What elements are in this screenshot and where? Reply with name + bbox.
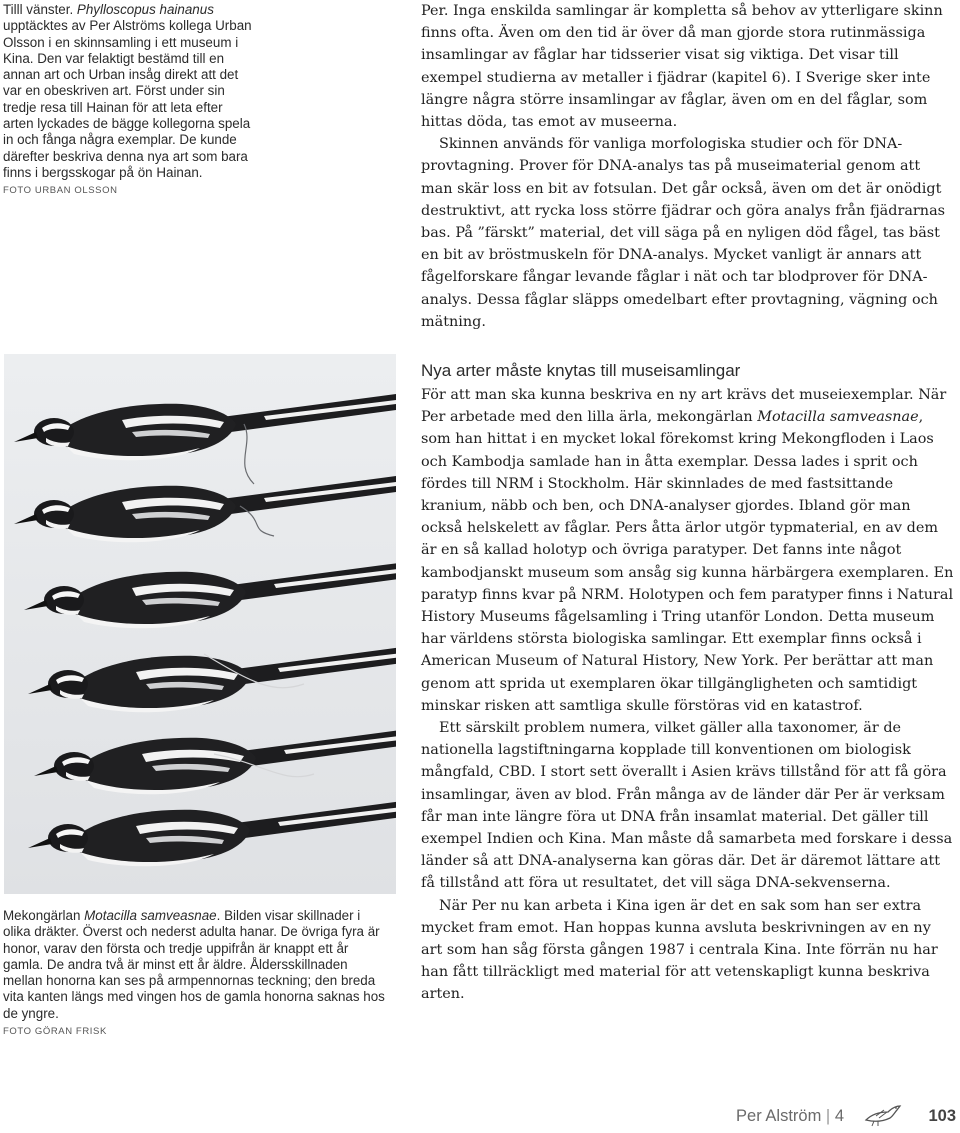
caption-species: Motacilla samveasnae <box>84 908 217 923</box>
page-footer <box>560 1100 960 1130</box>
section-heading: Nya arter måste knytas till museisamlingar <box>421 361 741 380</box>
photo-caption-bottom <box>3 908 385 1040</box>
paragraph: Skinnen används för vanliga morfologiska studier och för DNA-provtagning. Prover för DNA-analys tas på museimaterial genom att man skär loss en bit av fotsulan. Det går också, även om det är onödigt destruktivt, att rycka loss större fjädrar och göra analys från fjädrarnas bas. På ”färskt” material, det vill säga på en nyligen död fågel, tas bäst en bit av bröstmuskeln för DNA-analys. Mycket vanligt är annars att fågelforskare fångar levande fåglar i nät och tar blodprover för DNA-analys. Dessa fåglar släpps omedelbart efter provtagning, vägning och mätning. <box>421 136 946 330</box>
paragraph: Per. Inga enskilda samlingar är kompletta så behov av ytterligare skinn finns ofta. Även om den tid är över då man gjorde stora rutinmässiga insamlingar av fåglar har tidsserier visat sig viktiga. Det visar till exempel studierna av metaller i fjädrar (kapitel 6). I Sverige sker inte längre några större insamlingar av fåglar, även om en del fåglar, som hittas döda, tas emot av museerna. <box>421 3 943 131</box>
paragraph-text: , som han hittat i en mycket lokal förekomst kring Mekongfloden i Laos och Kambodja samlade han in åtta exemplar. Dessa lades i sprit och fördes till NRM i Stockholm. Här skinnlades de med fastsittande kranium, näbb och ben, och DNA-analyser gjordes. Ibland gör man också helskelett av fåglar. Pers åtta ärlor utgör typmaterial, en av dem är en så kallad holotyp och övriga paratyper. Det fanns inte något kambodjanskt museum som ansåg sig kunna härbärgera exemplaren. En paratyp finns kvar på NRM. Holotypen och fem paratyper finns i Natural History Museums fågelsamling i Tring utanför London. Detta museum har världens största biologiska samlingar. Ett exemplar finns också i American Museum of Natural History, New York. Per berättar att man genom att sprida ut exemplaren ökar tillgängligheten och samtidigt minskar risken att samtliga skulle förstöras vid en katastrof. <box>421 409 954 714</box>
body-text-section <box>421 360 956 1006</box>
caption-text: upptäcktes av Per Alströms kollega Urban Olsson i en skinnsamling i ett museum i Kina. Den var felaktigt bestämd till en annan art och Urban insåg direkt att det var en obeskriven art. Först under sin tredje resa till Hainan för att leta efter arten lyckades de bägge kollegorna spela in och fånga några exemplar. De kunde därefter beskriva denna nya art som bara finns i bergsskogar på ön Hainan. <box>3 18 252 180</box>
running-footer <box>736 1107 844 1126</box>
page-number: 103 <box>928 1107 956 1125</box>
caption-species: Phylloscopus hainanus <box>76 2 214 17</box>
paragraph-text: För att man ska kunna beskriva en ny art krävs det museiexemplar. När Per arbetade med den lilla ärla, mekongärlan <box>421 387 947 426</box>
wagtail-specimens-image <box>4 354 396 894</box>
paragraph <box>421 384 956 717</box>
species-name: Motacilla samveasnae <box>757 409 919 426</box>
photo-caption-top <box>3 2 255 200</box>
paragraph: När Per nu kan arbeta i Kina igen är det en sak som han ser extra mycket fram emot. Han hoppas kunna avsluta beskrivningen av en ny art som han såg första gången 1987 i centrala Kina. Inte förrän nu har han fått tillräckligt med material för att vetenskapligt kunna beskriva arten. <box>421 897 938 1003</box>
caption-lead: Mekongärlan <box>3 908 85 923</box>
bird-icon <box>862 1100 902 1133</box>
photo-credit: FOTO URBAN OLSSON <box>3 185 118 197</box>
chapter-number: 4 <box>834 1107 844 1125</box>
photo-credit: FOTO GÖRAN FRISK <box>3 1026 107 1038</box>
paragraph: Ett särskilt problem numera, vilket gäller alla taxonomer, är de nationella lagstiftningarna kopplade till konventionen om biologisk mångfald, CBD. I stort sett överallt i Asien krävs tillstånd för att få göra insamlingar, även av blod. Från många av de länder där Per är verksam får man inte längre föra ut DNA från insamlat material. Det gäller till exempel Indien och Kina. Man måste då samarbeta med forskare i dessa länder så att DNA-analyserna kan göras där. Det är däremot lättare att få tillstånd att föra ut resultatet, det vill säga DNA-sekvenserna. <box>421 720 953 892</box>
caption-lead: Tilll vänster. <box>3 2 77 17</box>
author-name: Per Alström <box>736 1107 822 1125</box>
footer-separator: | <box>825 1107 831 1125</box>
caption-text: . Bilden visar skillnader i olika dräkter. Överst och nederst adulta hanar. De övriga fyra är honor, varav den första och tredje uppifrån är knappt ett år gamla. De andra två är minst ett år äldre. Åldersskillnaden mellan honorna kan ses på armpennornas teckning; den breda vita kanten längs med vingen hos de gamla honorna saknas hos de yngre. <box>3 908 385 1021</box>
specimen-photo <box>4 354 396 894</box>
body-text-top <box>421 0 956 333</box>
